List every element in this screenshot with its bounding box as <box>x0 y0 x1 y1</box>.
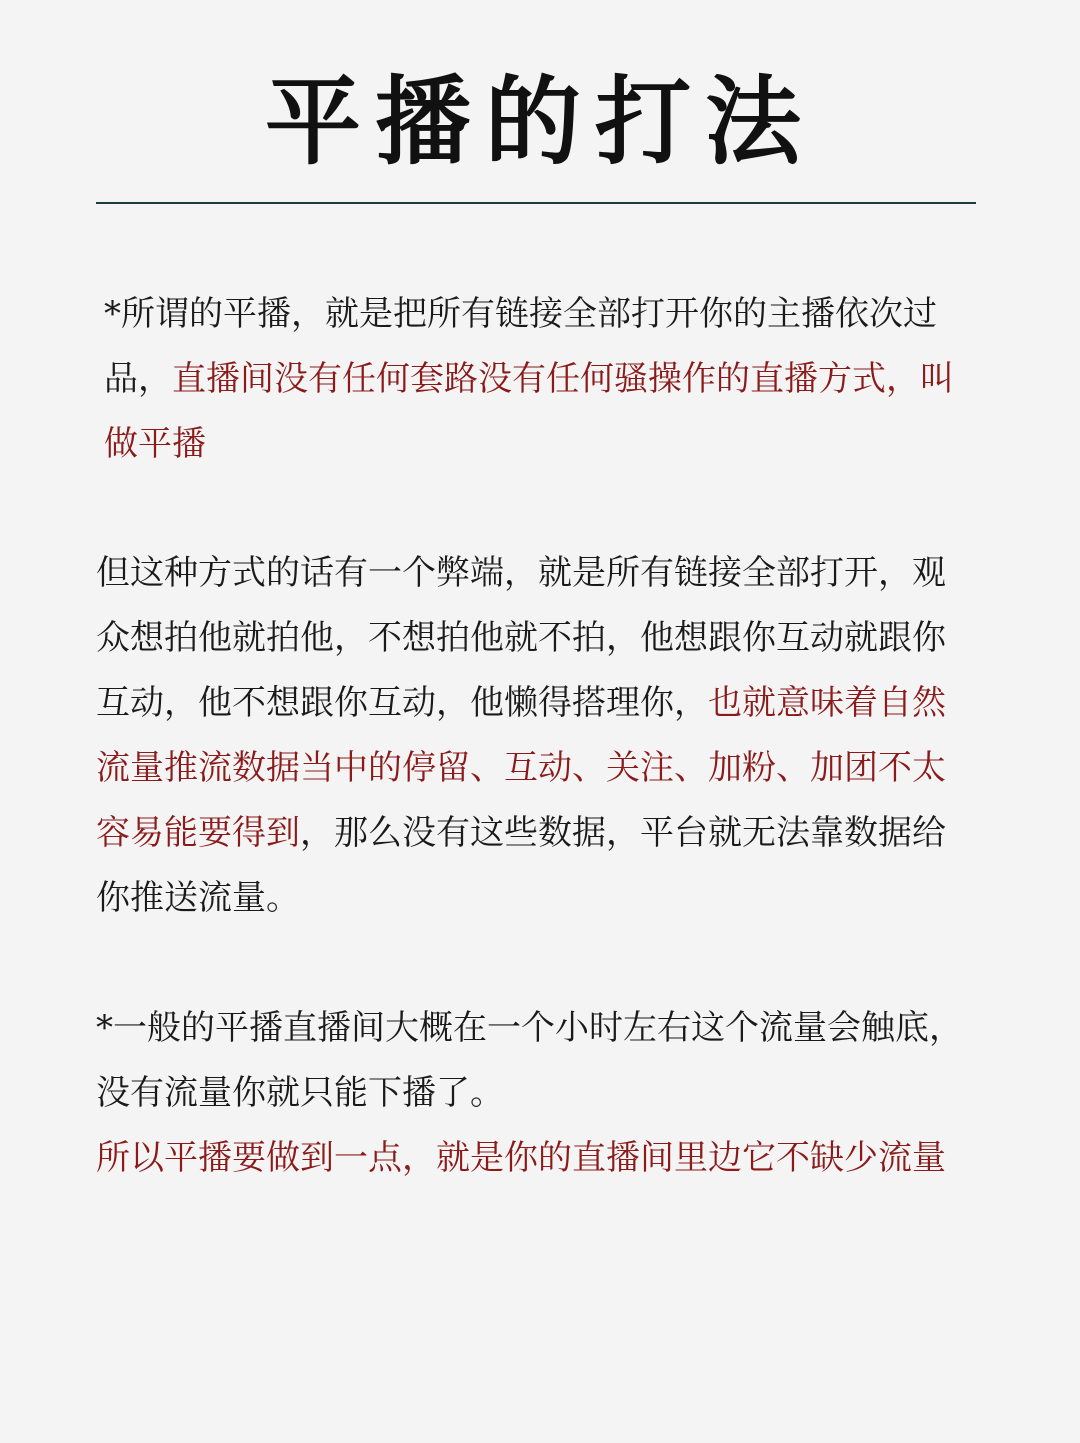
highlight-text: 直播间没有任何套路没有任何骚操作的直播方式，叫做平播 <box>104 359 954 464</box>
paragraph-text: 但这种方式的话有一个弊端，就是所有链接全部打开，观众想拍他就拍他，不想拍他就不拍，他想跟你互动就跟你互动，他不想跟你互动，他懒得搭理你， <box>96 553 946 723</box>
paragraph-text: *一般的平播直播间大概在一个小时左右这个流量会触底，没有流量你就只能下播了。 <box>96 1008 963 1113</box>
title-divider <box>96 202 976 204</box>
page-title: 平播的打法 <box>265 66 815 178</box>
highlight-text: 所以平播要做到一点，就是你的直播间里边它不缺少流量 <box>96 1138 946 1178</box>
paragraph-text-end: ，那么没有这些数据，平台就无法靠数据给你推送流量。 <box>96 813 946 918</box>
paragraph-drawback <box>96 541 976 931</box>
paragraph-conclusion <box>96 1126 976 1191</box>
highlight-text: 也就意味着自然流量推流数据当中的停留、互动、关注、加粉、加团不太容易能要得到 <box>96 683 946 853</box>
paragraph-definition <box>104 282 984 477</box>
paragraph-traffic-bottom <box>96 996 976 1126</box>
paragraph-text: *所谓的平播，就是把所有链接全部打开你的主播依次过品， <box>104 294 937 399</box>
